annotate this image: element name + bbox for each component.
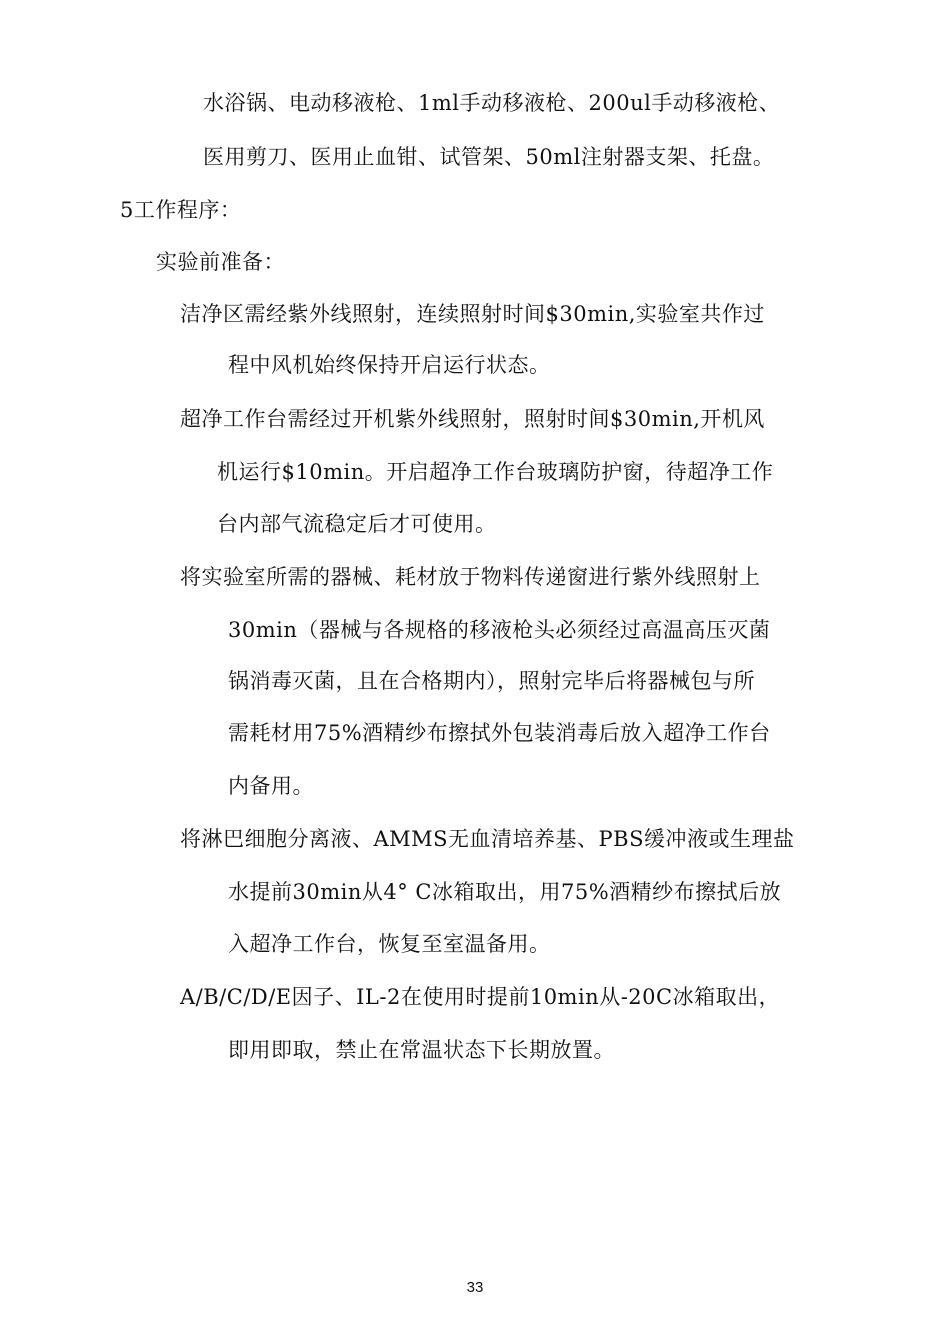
paragraph-bench-line-2: 机运行$10min。开启超净工作台玻璃防护窗，待超净工作 (217, 460, 774, 484)
paragraph-materials-line-4: 需耗材用75%酒精纱布擦拭外包装消毒后放入超净工作台 (228, 721, 771, 745)
paragraph-reagents-line-1: 将淋巴细胞分离液、AMMS无血清培养基、PBS缓冲液或生理盐 (180, 827, 795, 851)
paragraph-materials-line-1: 将实验室所需的器械、耗材放于物料传递窗进行紫外线照射上 (180, 565, 761, 589)
text-line-equipment-2: 医用剪刀、医用止血钳、试管架、50ml注射器支架、托盘。 (203, 145, 775, 169)
paragraph-clean-area-line-2: 程中风机始终保持开启运行状态。 (228, 353, 551, 377)
section-heading-work-procedure: 5工作程序： (120, 198, 242, 222)
paragraph-materials-line-2: 30min（器械与各规格的移液枪头必须经过高温高压灭菌 (228, 618, 771, 642)
paragraph-reagents-line-2: 水提前30min从4° C冰箱取出，用75%酒精纱布擦拭后放 (228, 880, 782, 904)
paragraph-materials-line-3: 锅消毒灭菌，且在合格期内），照射完毕后将器械包与所 (228, 669, 755, 693)
paragraph-factors-line-1: A/B/C/D/E因子、IL-2在使用时提前10min从-20C冰箱取出， (180, 985, 781, 1009)
text-line-equipment-1: 水浴锅、电动移液枪、1ml手动移液枪、200ul手动移液枪、 (203, 91, 781, 115)
paragraph-reagents-line-3: 入超净工作台，恢复至室温备用。 (228, 932, 551, 956)
paragraph-factors-line-2: 即用即取，禁止在常温状态下长期放置。 (228, 1038, 615, 1062)
paragraph-bench-line-3: 台内部气流稳定后才可使用。 (217, 512, 497, 536)
paragraph-clean-area-line-1: 洁净区需经紫外线照射，连续照射时间$30min,实验室共作过 (180, 302, 765, 326)
subsection-heading-preparation: 实验前准备： (156, 250, 285, 274)
paragraph-bench-line-1: 超净工作台需经过开机紫外线照射，照射时间$30min,开机风 (180, 407, 765, 431)
page-number: 33 (466, 1279, 484, 1296)
paragraph-materials-line-5: 内备用。 (228, 774, 314, 798)
